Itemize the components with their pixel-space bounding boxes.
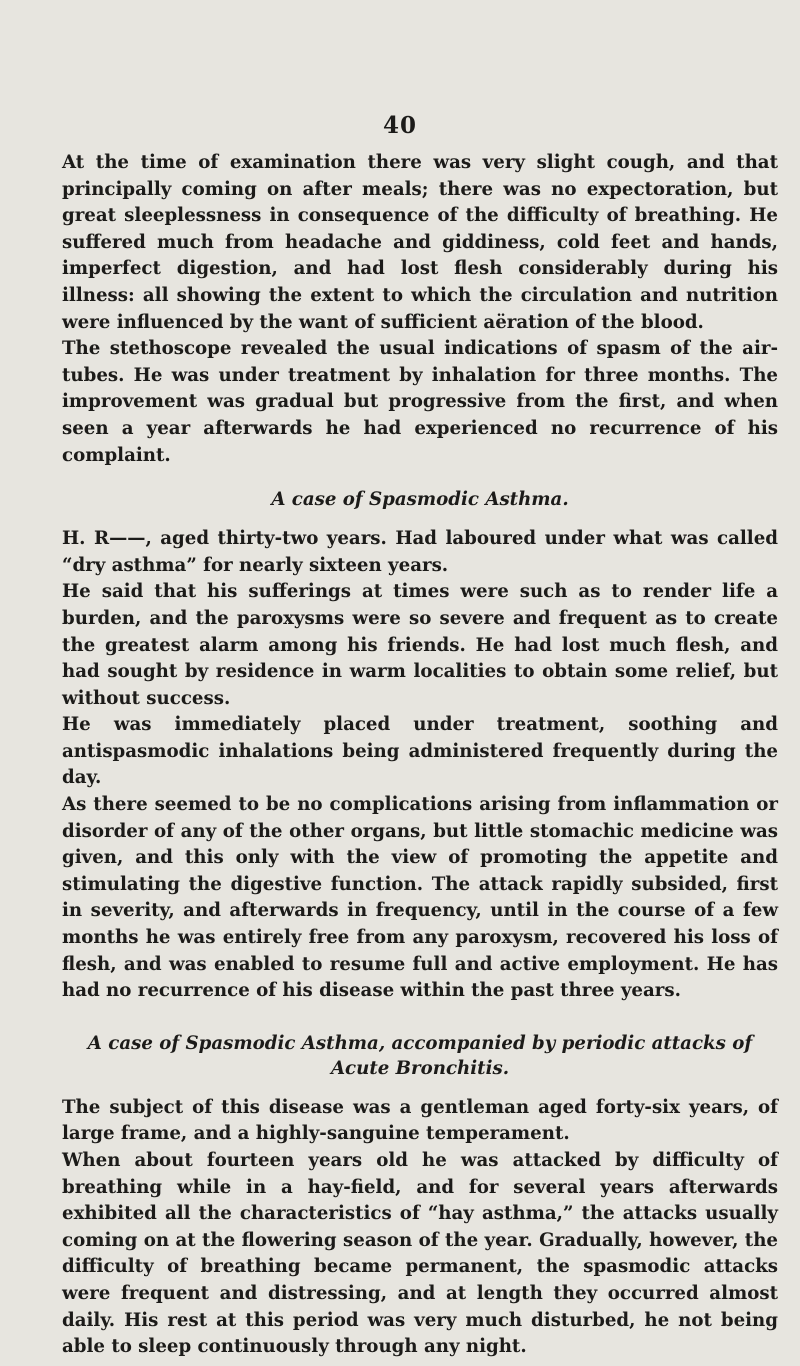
paragraph: He was immediately placed under treatment, soothing and antispasmodic inhalations being administered frequently during the day. [62,714,778,789]
paragraph: As there seemed to be no complications arising from inflammation or disorder of any of the other organs, but little stomachic medicine was given, and this only with the view of promoting the appetite and stimulating the digestive function. The attack rapidly subsided, first in severity, and afterwards in frequency, until in the course of a few months he was entirely free from any paroxysm, recovered his loss of flesh, and was enabled to resume full and active employment. He has had no recurrence of his disease within the past three years. [62,794,778,1002]
page-number: 40 [382,112,417,139]
heading-line: A case of Spasmodic Asthma, accompanied by periodic attacks of [87,1032,753,1054]
paragraph: The subject of this disease was a gentleman aged forty-six years, of large frame, and a highly-sanguine temperament. [62,1096,778,1145]
section-heading-spasmodic-asthma: A case of Spasmodic Asthma. [271,489,569,511]
paragraph: The stethoscope revealed the usual indications of spasm of the air-tubes. He was under treatment by inhalation for three months. The improvement was gradual but progressive from the first, and when seen a year afterwards he had experienced no recurrence of his complaint. [62,338,778,466]
paragraph: He said that his sufferings at times were such as to render life a burden, and the paroxysms were so severe and frequent as to create the greatest alarm among his friends. He had lost much flesh, and had sought by residence in warm localities to obtain some relief, but without success. [62,581,778,709]
paragraph: When about fourteen years old he was attacked by difficulty of breathing while in a hay-field, and for several years afterwards exhibited all the characteristics of “hay asthma,” the attacks usually coming on at the flowering season of the year. Gradually, however, the difficulty of breathing became permanent, the spasmodic attacks were frequent and distressing, and at length they occurred almost daily. His rest at this period was very much disturbed, he not being able to sleep continuously through any night. [62,1150,778,1358]
section-heading-asthma-with-bronchitis [62,1031,778,1081]
paragraph: H. R——, aged thirty-two years. Had laboured under what was called “dry asthma” for nearly sixteen years. [62,528,778,576]
page-body [62,150,778,1361]
paragraph: At the time of examination there was very slight cough, and that principally coming on after meals; there was no expectoration, but great sleeplessness in consequence of the difficulty of breathing. He suffered much from headache and giddiness, cold feet and hands, imperfect digestion, and had lost flesh considerably during his illness: all showing the extent to which the circulation and nutrition were influenced by the want of sufficient aëration of the blood. [62,152,778,333]
heading-line: Acute Bronchitis. [330,1057,510,1079]
